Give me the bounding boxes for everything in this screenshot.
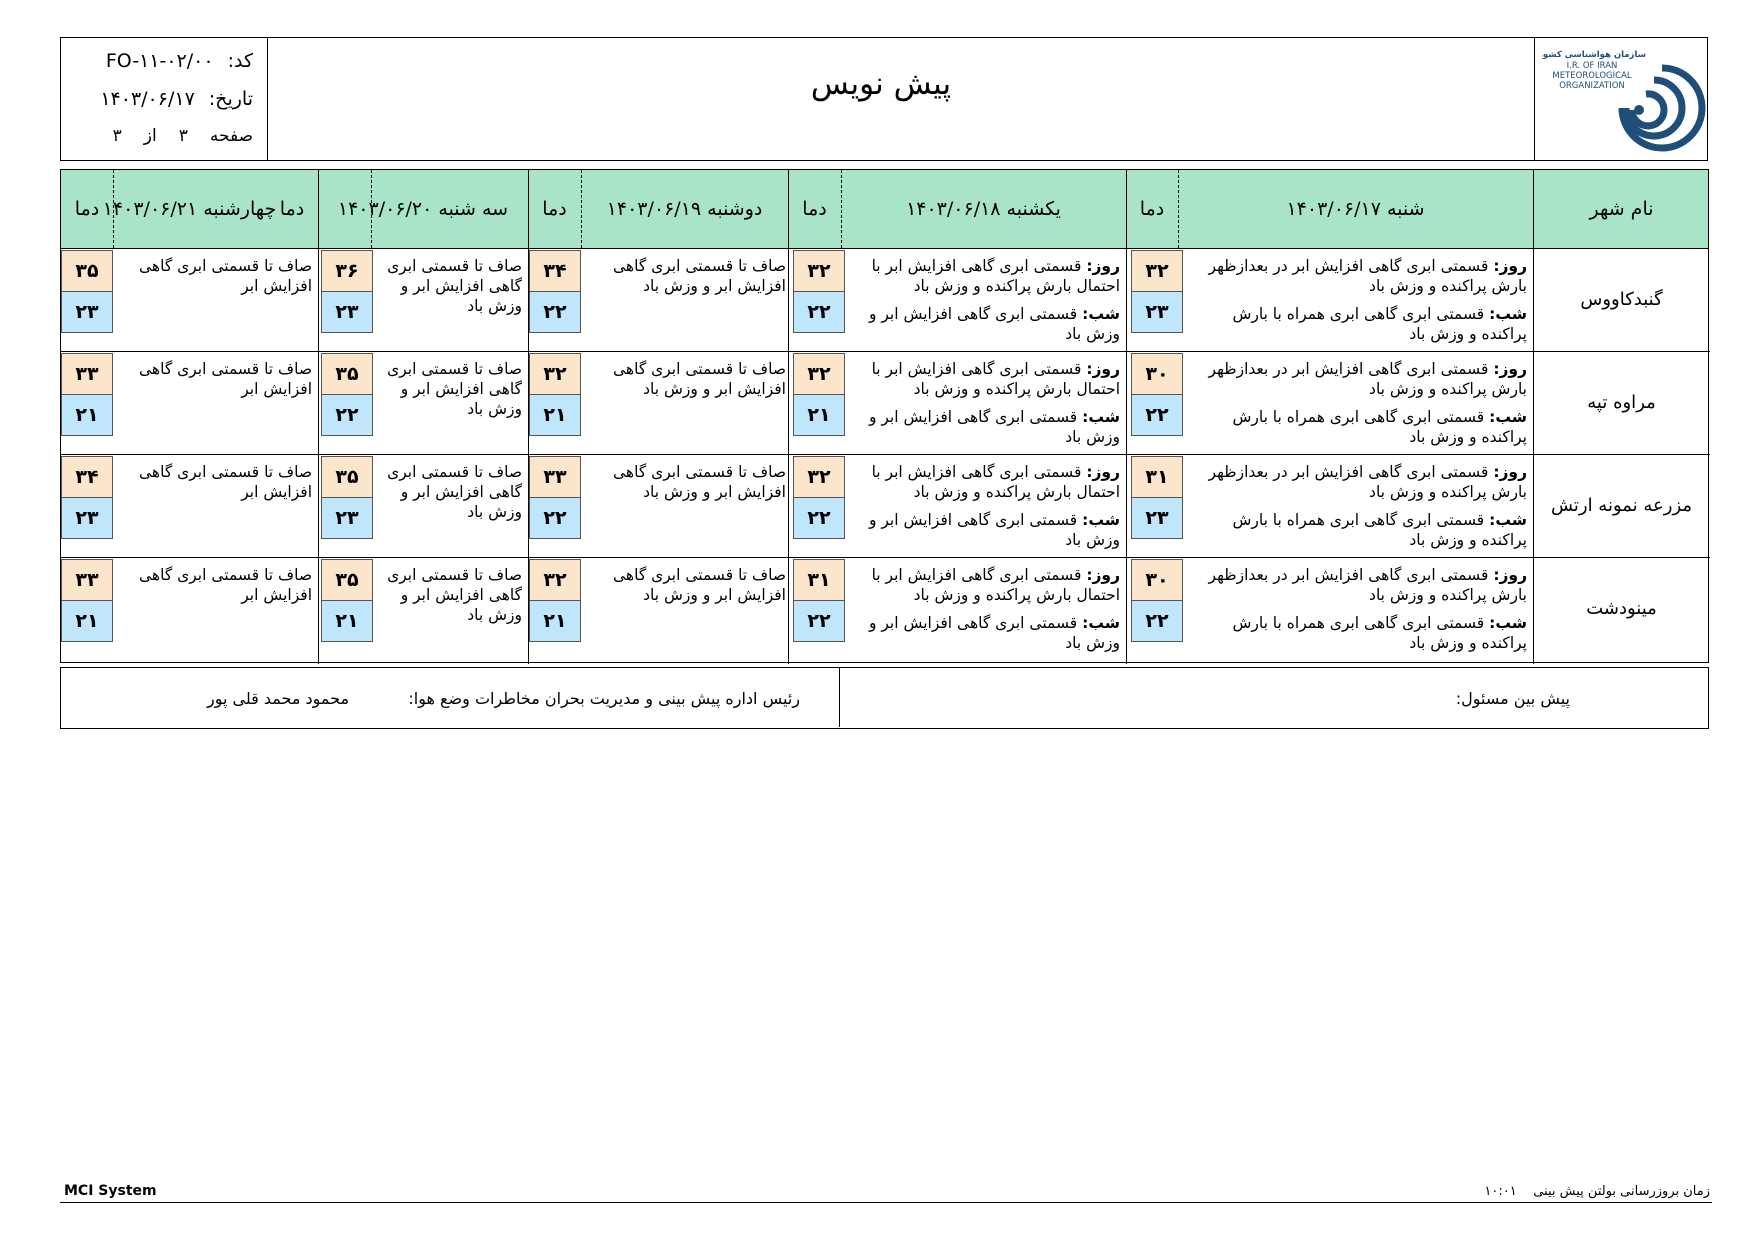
day4-temp-header: دما [279,198,305,220]
day-label: روز: [1086,463,1120,481]
day3-max-temp: ۳۴ [529,250,581,292]
night-label: شب: [1082,305,1120,323]
forecaster-label: پیش بین مسئول: [1455,688,1570,708]
day5-min-temp: ۲۳ [61,497,113,539]
night-label: شب: [1489,511,1527,529]
night-label: شب: [1082,408,1120,426]
day5-min-temp: ۲۱ [61,600,113,642]
night-text: قسمتی ابری گاهی ابری همراه با بارش پراکنده و وزش باد [1232,614,1527,652]
day3-min-temp: ۲۱ [529,394,581,436]
head-name: محمود محمد قلی پور [207,688,350,708]
page-current: ۳ [178,126,188,146]
day5-max-temp: ۳۳ [61,353,113,395]
day-text: قسمتی ابری گاهی افزایش ابر در بعدازظهر بارش پراکنده و وزش باد [1208,360,1527,398]
city-name: مزرعه نمونه ارتش [1550,495,1693,516]
day-label: روز: [1493,360,1527,378]
day1-temp-header: دما [1139,198,1165,220]
day1-max-temp: ۳۲ [1131,250,1183,292]
city-column-header: نام شهر [1589,198,1654,220]
day-text: قسمتی ابری گاهی افزایش ابر با احتمال بارش پراکنده و وزش باد [871,257,1120,295]
date-value: ۱۴۰۳/۰۶/۱۷ [100,88,195,110]
day1-night-forecast [1189,613,1527,653]
day2-max-temp: ۳۲ [793,353,845,395]
day2-night-forecast [851,304,1120,344]
page-total: ۳ [112,126,122,146]
day-text: قسمتی ابری گاهی افزایش ابر در بعدازظهر بارش پراکنده و وزش باد [1208,257,1527,295]
day3-forecast: صاف تا قسمتی ابری گاهی افزایش ابر و وزش باد [613,360,786,398]
day5-max-temp: ۳۵ [61,250,113,292]
day1-max-temp: ۳۱ [1131,456,1183,498]
day2-header: یکشنبه ۱۴۰۳/۰۶/۱۸ [906,198,1061,220]
day4-forecast: صاف تا قسمتی ابری گاهی افزایش ابر و وزش باد [387,463,522,521]
day4-max-temp: ۳۶ [321,250,373,292]
date-label: تاریخ: [208,88,253,110]
day-text: قسمتی ابری گاهی افزایش ابر با احتمال بارش پراکنده و وزش باد [871,566,1120,604]
day2-day-forecast [851,462,1120,502]
day2-min-temp: ۲۲ [793,600,845,642]
day3-header: دوشنبه ۱۴۰۳/۰۶/۱۹ [606,198,763,220]
code-value: FO-۱۱-۰۲/۰۰ [105,50,214,72]
signature-box [60,667,1709,729]
day1-max-temp: ۳۰ [1131,353,1183,395]
organization-logo [1542,38,1707,160]
day2-day-forecast [851,359,1120,399]
day4-header: سه شنبه ۱۴۰۳/۰۶/۲۰ [337,198,509,220]
day-label: روز: [1086,360,1120,378]
day2-night-forecast [851,407,1120,447]
day4-max-temp: ۳۵ [321,456,373,498]
day1-night-forecast [1189,510,1527,550]
day4-forecast: صاف تا قسمتی ابری گاهی افزایش ابر و وزش باد [387,360,522,418]
day5-forecast: صاف تا قسمتی ابری گاهی افزایش ابر [139,566,312,604]
update-time-info [1460,1184,1710,1199]
day2-max-temp: ۳۲ [793,456,845,498]
day4-forecast: صاف تا قسمتی ابری گاهی افزایش ابر و وزش باد [387,257,522,315]
day2-day-forecast [851,565,1120,605]
day5-max-temp: ۳۴ [61,456,113,498]
day2-night-forecast [851,613,1120,653]
day-text: قسمتی ابری گاهی افزایش ابر در بعدازظهر بارش پراکنده و وزش باد [1208,566,1527,604]
night-label: شب: [1082,614,1120,632]
day-label: روز: [1086,257,1120,275]
day3-min-temp: ۲۲ [529,497,581,539]
page-of: از [143,126,157,146]
day2-max-temp: ۳۲ [793,250,845,292]
page-label: صفحه [209,126,253,146]
head-label: رئیس اداره پیش بینی و مدیریت بحران مخاطرات وضع هوا: [408,688,800,708]
day5-forecast: صاف تا قسمتی ابری گاهی افزایش ابر [139,360,312,398]
night-label: شب: [1082,511,1120,529]
day3-min-temp: ۲۱ [529,600,581,642]
day5-header: چهارشنبه ۱۴۰۳/۰۶/۲۱ [102,198,277,220]
day5-temp-header: دما [74,198,100,220]
day-text: قسمتی ابری گاهی افزایش ابر با احتمال بارش پراکنده و وزش باد [871,360,1120,398]
table-header [61,170,1708,249]
day2-min-temp: ۲۱ [793,394,845,436]
day3-min-temp: ۲۲ [529,291,581,333]
day1-min-temp: ۲۲ [1131,600,1183,642]
day1-min-temp: ۲۳ [1131,497,1183,539]
day-label: روز: [1086,566,1120,584]
code-label: کد: [227,50,253,72]
day1-day-forecast [1189,256,1527,296]
night-text: قسمتی ابری گاهی افزایش ابر و وزش باد [868,305,1120,343]
day1-night-forecast [1189,304,1527,344]
day5-min-temp: ۲۳ [61,291,113,333]
day1-max-temp: ۳۰ [1131,559,1183,601]
day3-temp-header: دما [542,198,567,220]
footer-rule [60,1202,1712,1203]
code-row [106,50,253,72]
night-text: قسمتی ابری گاهی ابری همراه با بارش پراکنده و وزش باد [1232,511,1527,549]
day-label: روز: [1493,566,1527,584]
svg-text:METEOROLOGICAL: METEOROLOGICAL [1552,71,1632,81]
night-label: شب: [1489,614,1527,632]
date-row [100,88,253,110]
day5-max-temp: ۳۳ [61,559,113,601]
day4-min-temp: ۲۲ [321,394,373,436]
day2-day-forecast [851,256,1120,296]
day-label: روز: [1493,257,1527,275]
day3-max-temp: ۳۲ [529,353,581,395]
day4-min-temp: ۲۳ [321,291,373,333]
day3-max-temp: ۳۲ [529,559,581,601]
day2-min-temp: ۲۲ [793,291,845,333]
city-name: مینودشت [1586,598,1657,619]
day4-forecast: صاف تا قسمتی ابری گاهی افزایش ابر و وزش باد [387,566,522,624]
page-title: پیش نویس [810,66,952,102]
forecast-table [60,169,1709,663]
day1-header: شنبه ۱۴۰۳/۰۶/۱۷ [1286,198,1425,220]
day2-max-temp: ۳۱ [793,559,845,601]
night-text: قسمتی ابری گاهی افزایش ابر و وزش باد [868,408,1120,446]
day2-min-temp: ۲۲ [793,497,845,539]
update-label: زمان بروزرسانی بولتن پیش بینی [1533,1184,1710,1199]
night-text: قسمتی ابری گاهی ابری همراه با بارش پراکنده و وزش باد [1232,408,1527,446]
day3-max-temp: ۳۳ [529,456,581,498]
day-label: روز: [1493,463,1527,481]
day2-temp-header: دما [802,198,827,220]
city-name: گنبدکاووس [1580,289,1663,310]
day1-night-forecast [1189,407,1527,447]
day1-min-temp: ۲۲ [1131,394,1183,436]
day-text: قسمتی ابری گاهی افزایش ابر در بعدازظهر بارش پراکنده و وزش باد [1208,463,1527,501]
update-time: ۱۰:۰۱ [1484,1184,1517,1199]
city-name: مراوه تپه [1587,392,1656,413]
day3-forecast: صاف تا قسمتی ابری گاهی افزایش ابر و وزش باد [613,463,786,501]
day1-day-forecast [1189,565,1527,605]
night-text: قسمتی ابری گاهی افزایش ابر و وزش باد [868,614,1120,652]
night-label: شب: [1489,408,1527,426]
day4-min-temp: ۲۱ [321,600,373,642]
day2-night-forecast [851,510,1120,550]
day5-forecast: صاف تا قسمتی ابری گاهی افزایش ابر [139,463,312,501]
day1-day-forecast [1189,462,1527,502]
night-text: قسمتی ابری گاهی ابری همراه با بارش پراکنده و وزش باد [1232,305,1527,343]
document-header [60,37,1708,161]
day4-max-temp: ۳۵ [321,559,373,601]
document-meta [61,38,267,160]
page-row [113,126,253,146]
day3-forecast: صاف تا قسمتی ابری گاهی افزایش ابر و وزش باد [613,257,786,295]
day5-forecast: صاف تا قسمتی ابری گاهی افزایش ابر [139,257,312,295]
day3-forecast: صاف تا قسمتی ابری گاهی افزایش ابر و وزش باد [613,566,786,604]
day1-day-forecast [1189,359,1527,399]
svg-text:ORGANIZATION: ORGANIZATION [1559,81,1625,91]
day5-min-temp: ۲۱ [61,394,113,436]
system-name: MCI System [64,1183,157,1199]
day-text: قسمتی ابری گاهی افزایش ابر با احتمال بارش پراکنده و وزش باد [871,463,1120,501]
meteorological-organization-logo-icon [1542,38,1707,158]
night-text: قسمتی ابری گاهی افزایش ابر و وزش باد [868,511,1120,549]
day4-min-temp: ۲۳ [321,497,373,539]
day1-min-temp: ۲۳ [1131,291,1183,333]
day4-max-temp: ۳۵ [321,353,373,395]
svg-text:سازمان هواشناسی کشور: سازمان هواشناسی کشور [1542,50,1647,60]
night-label: شب: [1489,305,1527,323]
svg-text:I.R. OF IRAN: I.R. OF IRAN [1566,61,1618,71]
